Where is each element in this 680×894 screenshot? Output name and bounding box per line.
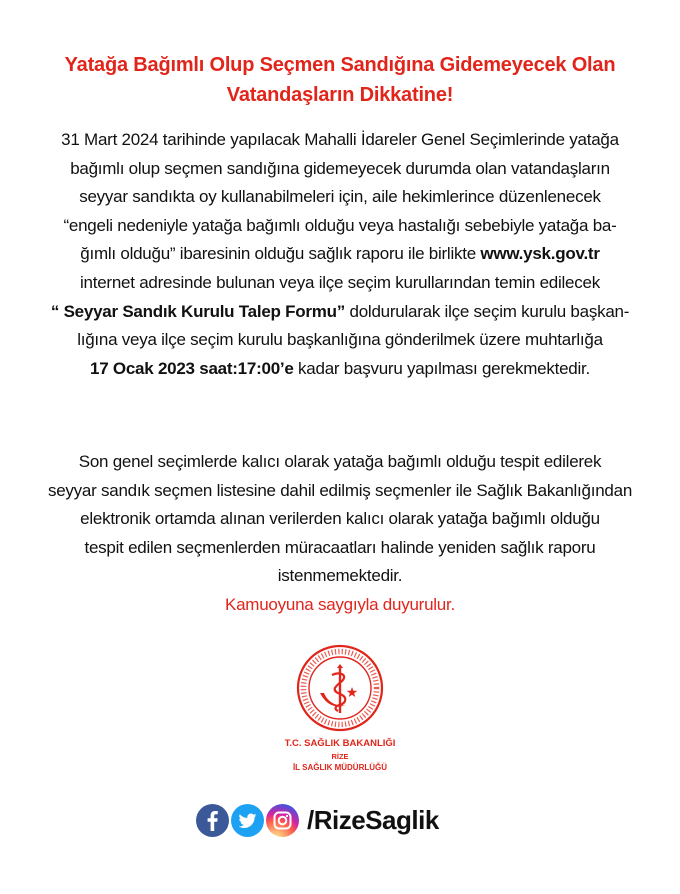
instagram-icon: [266, 804, 299, 837]
paragraph-1: [0, 126, 680, 383]
ministry-seal-icon: [290, 643, 390, 733]
announcement-title: [0, 50, 680, 110]
paragraph-line: seyyar sandıkta oy kullanabilmeleri için, aile hekimlerince düzenlenecek: [79, 187, 601, 207]
line-text: doldurularak ilçe seçim kurulu başkan-: [345, 301, 630, 321]
social-media-bar: [196, 803, 439, 837]
paragraph-line: seyyar sandık seçmen listesine dahil edilmiş seçmenler ile Sağlık Bakanlığından: [47, 480, 633, 500]
title-line-1: Yatağa Bağımlı Olup Seçmen Sandığına Gidemeyecek Olan: [64, 54, 616, 76]
paragraph-line: bağımlı olup seçmen sandığına gidemeyecek durumda olan vatandaşların: [70, 158, 610, 178]
paragraph-line: istenmemektedir.: [277, 566, 403, 586]
paragraph-line: “engeli nedeniyle yatağa bağımlı olduğu veya hastalığı sebebiyle yatağa ba-: [63, 215, 617, 235]
paragraph-line: [0, 298, 680, 327]
facebook-icon: [196, 804, 229, 837]
paragraph-line: tespit edilen seçmenlerden müracaatları halinde yeniden sağlık raporu: [84, 537, 596, 557]
paragraph-line: [0, 355, 680, 384]
organization-city: RİZE: [331, 752, 349, 761]
paragraph-line: elektronik ortamda alınan verilerden kalıcı olarak yatağa bağımlı olduğu: [80, 509, 600, 529]
line-text: ğımlı olduğu” ibaresinin olduğu sağlık raporu ile birlikte: [80, 244, 481, 264]
line-text: kadar başvuru yapılması gerekmektedir.: [293, 358, 590, 378]
organization-unit: İL SAĞLIK MÜDÜRLÜĞÜ: [292, 763, 388, 772]
twitter-icon: [231, 804, 264, 837]
deadline: 17 Ocak 2023 saat:17:00’e: [90, 358, 294, 378]
paragraph-line: [0, 240, 680, 269]
paragraph-line: 31 Mart 2024 tarihinde yapılacak Mahalli İdareler Genel Seçimlerinde yatağa: [61, 130, 619, 149]
ysk-website: www.ysk.gov.tr: [480, 244, 600, 264]
paragraph-line: lığına veya ilçe seçim kurulu başkanlığına gönderilmek üzere muhtarlığa: [77, 330, 603, 350]
closing-statement: Kamuoyuna saygıyla duyurulur.: [225, 594, 455, 614]
paragraph-2: [0, 448, 680, 620]
form-name: “ Seyyar Sandık Kurulu Talep Formu”: [50, 301, 346, 321]
paragraph-line: Son genel seçimlerde kalıcı olarak yatağa bağımlı olduğu tespit edilerek: [78, 452, 602, 471]
organization-name: T.C. SAĞLIK BAKANLIĞI: [284, 738, 396, 749]
paragraph-line: internet adresinde bulunan veya ilçe seçim kurullarından temin edilecek: [80, 272, 600, 292]
title-line-2: Vatandaşların Dikkatine!: [226, 84, 454, 106]
social-handle: /RizeSaglik: [307, 804, 439, 835]
